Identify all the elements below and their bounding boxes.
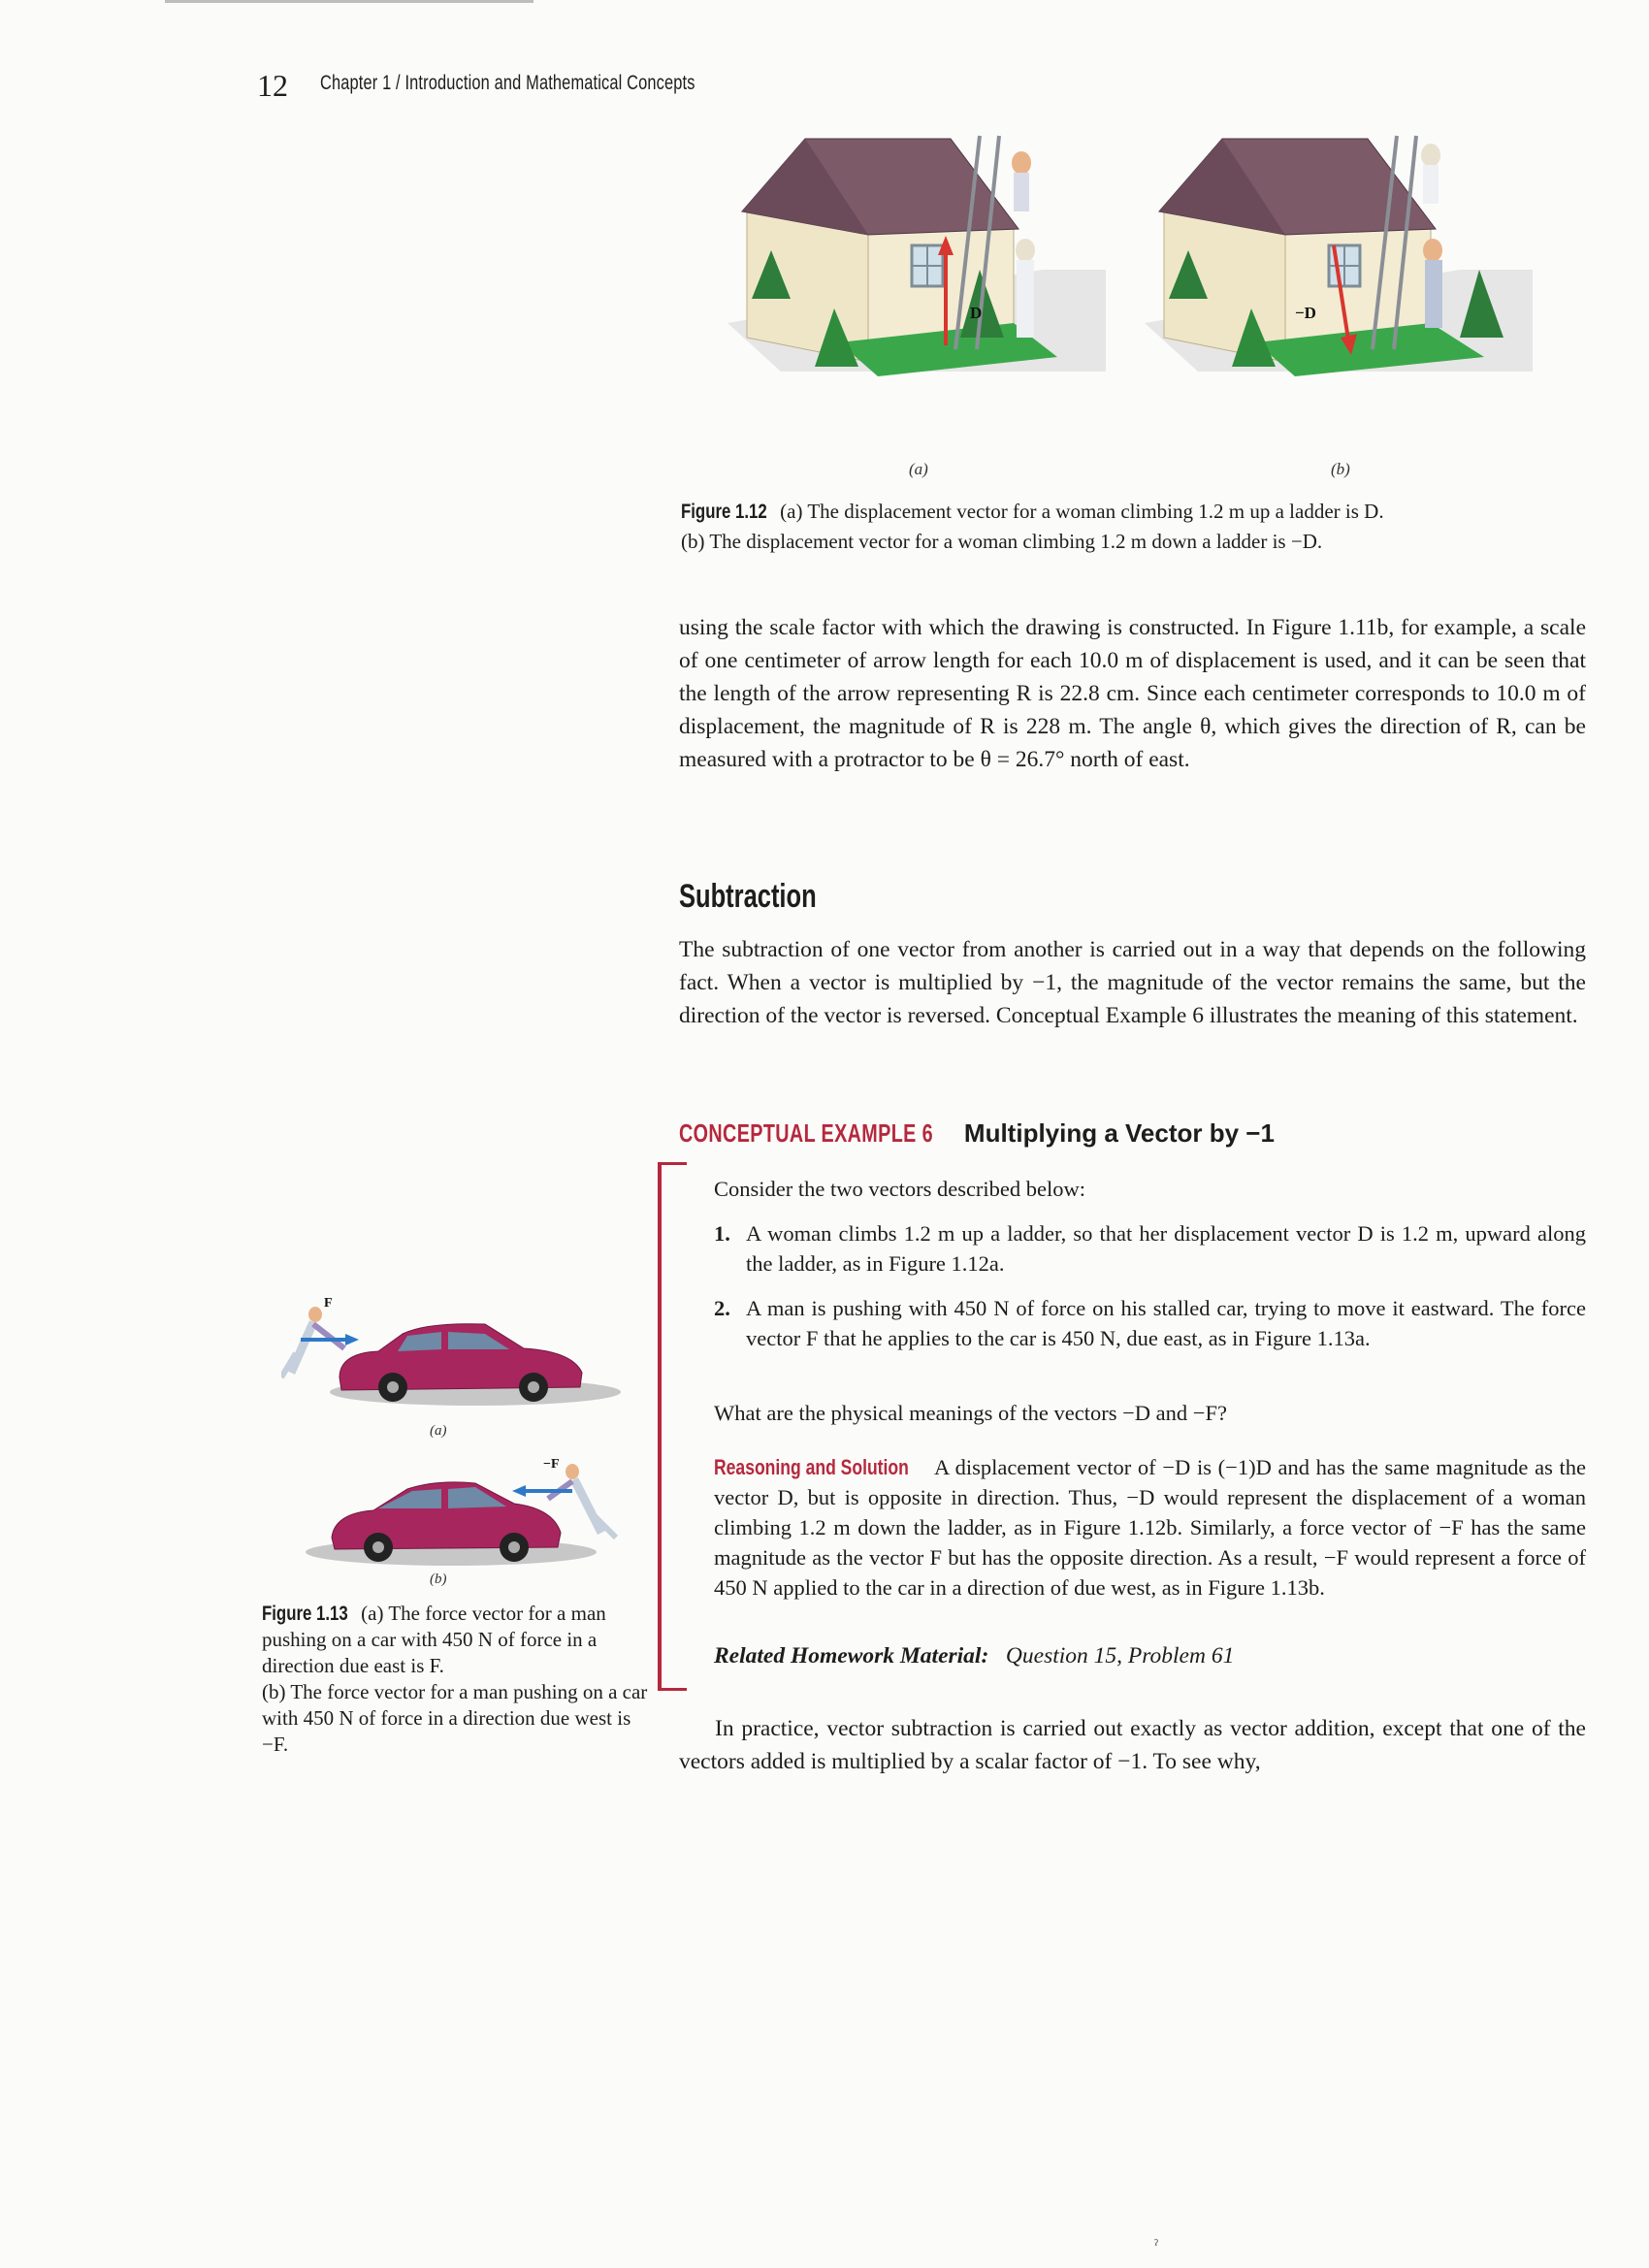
reasoning-text: A displacement vector of −D is (−1)D and has the same magnitude as the vector D, but is opposite in direction. Thus, −D would represent the displacement of a woman climbing 1.2 m down the ladder, as in Figure 1.12b. Similarly, a force vector of −F has the same magnitude as the vector F but has the opposite direction. As a result, −F would represent a force of 450 N applied to the car in a direction of due west, as in Figure 1.13b.	[714, 1455, 1587, 1600]
example-intro: Consider the two vectors described below:	[714, 1177, 1086, 1201]
figure-1-12-caption	[681, 497, 1554, 556]
vector-label-minus-D: −D	[1295, 304, 1316, 322]
example-border-top	[658, 1162, 687, 1165]
intro-paragraph: using the scale factor with which the drawing is constructed. In Figure 1.11b, for example, a scale of one centimeter of arrow length for each 10.0 m of displacement is used, and it can be seen that the length of the arrow representing R is 22.8 cm. Since each centimeter corresponds to 10.0 m of displacement, the magnitude of R is 228 m. The angle θ, which gives the direction of R, can be measured with a protractor to be θ = 26.7° north of east.	[679, 615, 1586, 772]
figure-1-13-illustration	[281, 1295, 640, 1586]
fig12-sublabel-a: (a)	[909, 460, 928, 478]
reasoning-paragraph	[714, 1452, 1586, 1603]
example-border-bottom	[658, 1688, 687, 1691]
caption-line: (b) The displacement vector for a woman climbing 1.2 m down a ladder is −D.	[681, 530, 1323, 553]
list-item-number: 2.	[714, 1296, 730, 1320]
section-paragraph: The subtraction of one vector from another is carried out in a way that depends on the following fact. When a vector is multiplied by −1, the magnitude of the vector remains the same, but the direction of the vector is reversed. Conceptual Example 6 illustrates the meaning of this statement.	[679, 937, 1586, 1028]
car-a	[281, 1296, 621, 1406]
figure-1-13-caption	[262, 1601, 650, 1758]
section-heading: Subtraction	[679, 878, 817, 915]
fig13-sublabel-a: (a)	[430, 1423, 447, 1439]
house-b	[1145, 136, 1533, 376]
example-border	[658, 1162, 662, 1691]
running-head: Chapter 1 / Introduction and Mathematical Concepts	[320, 72, 695, 94]
caption-line: (b) The force vector for a man pushing on a car with 450 N of force in a direction due west is −F.	[262, 1680, 648, 1756]
scan-edge-line	[165, 0, 534, 3]
related-label: Related Homework Material:	[714, 1643, 989, 1669]
figure-1-12-illustration	[723, 134, 1537, 435]
example-question: What are the physical meanings of the vectors −D and −F?	[714, 1401, 1227, 1425]
list-item	[714, 1218, 1586, 1279]
list-item-text: A man is pushing with 450 N of force on his stalled car, trying to move it eastward. The force vector F that he applies to the car is 450 N, due east, as in Figure 1.13a.	[746, 1296, 1586, 1350]
related-homework	[714, 1643, 1234, 1669]
fig13-sublabel-b: (b)	[430, 1571, 447, 1587]
caption-line: (a) The displacement vector for a woman climbing 1.2 m up a ladder is D.	[780, 500, 1384, 523]
list-item-text: A woman climbs 1.2 m up a ladder, so that her displacement vector D is 1.2 m, upward along the ladder, as in Figure 1.12a.	[746, 1221, 1586, 1276]
vector-label-F: F	[324, 1296, 333, 1311]
fig12-sublabel-b: (b)	[1331, 460, 1350, 478]
list-item	[714, 1293, 1586, 1353]
vector-label-D: D	[970, 304, 983, 322]
list-item-number: 1.	[714, 1221, 730, 1246]
caption-label: Figure 1.13	[262, 1603, 348, 1625]
scan-speck: ˀ	[1154, 2237, 1158, 2253]
house-a	[728, 136, 1106, 376]
caption-label: Figure 1.12	[681, 501, 767, 523]
closing-paragraph: In practice, vector subtraction is carried out exactly as vector addition, except that one of the vectors added is multiplied by a scalar factor of −1. To see why,	[679, 1716, 1586, 1774]
example-title: Multiplying a Vector by −1	[963, 1118, 1275, 1148]
example-label: CONCEPTUAL EXAMPLE 6	[679, 1118, 933, 1148]
caption-line: (a) The force vector for a man pushing on a car with 450 N of force in a direction due east is F.	[262, 1602, 606, 1677]
car-b	[306, 1457, 616, 1566]
reasoning-label: Reasoning and Solution	[714, 1455, 909, 1479]
example-heading	[679, 1118, 1275, 1149]
page-number: 12	[257, 68, 288, 103]
related-text: Question 15, Problem 61	[1005, 1643, 1235, 1669]
vector-label-minus-F: −F	[543, 1457, 560, 1472]
